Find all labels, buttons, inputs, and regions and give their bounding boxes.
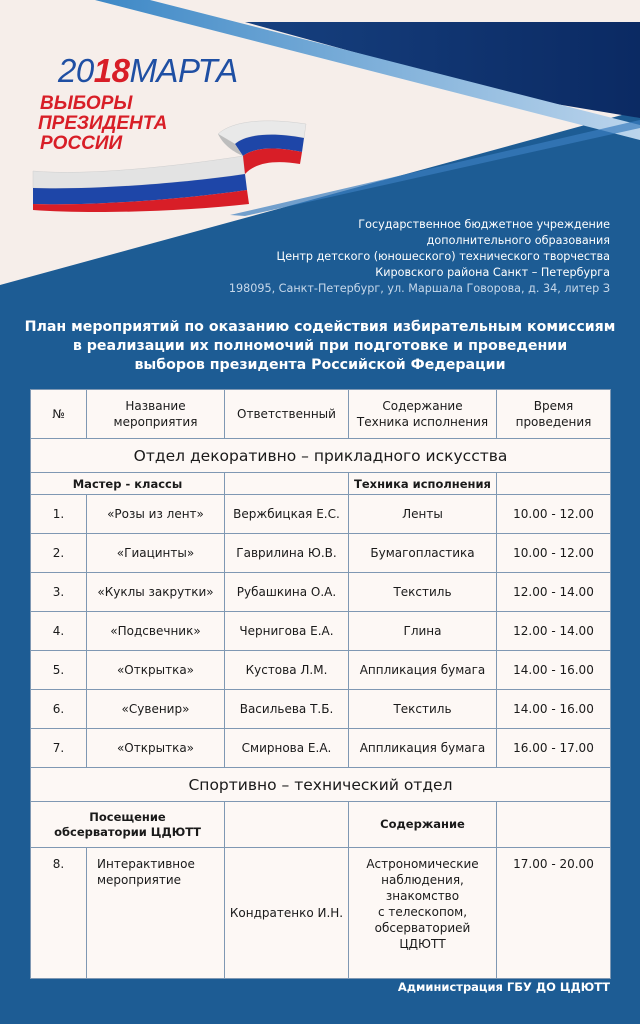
- election-line-2: ПРЕЗИДЕНТА: [38, 113, 168, 134]
- row-time: 17.00 - 20.00: [497, 848, 611, 979]
- row-name: «Подсвечник»: [87, 612, 225, 651]
- row-time: 12.00 - 14.00: [497, 612, 611, 651]
- section-row: [31, 768, 611, 802]
- plan-title-line-2: в реализации их полномочий при подготовке и проведении: [72, 338, 568, 354]
- header-content: Содержание Техника исполнения: [349, 390, 497, 439]
- row-name: «Розы из лент»: [87, 495, 225, 534]
- section2-title: Спортивно – технический отдел: [31, 768, 611, 802]
- row-num: 3.: [31, 573, 87, 612]
- row-responsible: Рубашкина О.А.: [225, 573, 349, 612]
- plan-title-line-3: выборов президента Российской Федерации: [134, 357, 506, 373]
- table-row: [31, 690, 611, 729]
- row-content: Астрономические наблюдения, знакомство с телескопом, обсерваторией ЦДЮТТ: [349, 848, 497, 979]
- row-name: «Гиацинты»: [87, 534, 225, 573]
- row-responsible: Гаврилина Ю.В.: [225, 534, 349, 573]
- header-responsible: Ответственный: [225, 390, 349, 439]
- row-num: 8.: [31, 848, 87, 979]
- empty-cell: [225, 473, 349, 495]
- subheader-row: [31, 473, 611, 495]
- events-table: [30, 389, 611, 979]
- empty-cell: [225, 802, 349, 848]
- row-responsible: Вержбицкая Е.С.: [225, 495, 349, 534]
- org-line-3: Центр детского (юношеского) технического творчества: [276, 250, 610, 263]
- table-row: [31, 651, 611, 690]
- row-responsible: Кустова Л.М.: [225, 651, 349, 690]
- section1-sub-left: Мастер - классы: [31, 473, 225, 495]
- row-name: Интерактивное мероприятие: [87, 848, 225, 979]
- row-content: Ленты: [349, 495, 497, 534]
- row-content: Глина: [349, 612, 497, 651]
- org-line-2: дополнительного образования: [426, 234, 610, 247]
- row-num: 7.: [31, 729, 87, 768]
- row-num: 5.: [31, 651, 87, 690]
- empty-cell: [497, 473, 611, 495]
- table-row: [31, 573, 611, 612]
- empty-cell: [497, 802, 611, 848]
- row-num: 2.: [31, 534, 87, 573]
- row-name: «Открытка»: [87, 729, 225, 768]
- row-content: Текстиль: [349, 573, 497, 612]
- row-responsible: Чернигова Е.А.: [225, 612, 349, 651]
- org-line-1: Государственное бюджетное учреждение: [358, 218, 610, 231]
- header-name: Название мероприятия: [87, 390, 225, 439]
- election-date: 2018МАРТА: [58, 52, 238, 89]
- plan-title-line-1: План мероприятий по оказанию содействия избирательным комиссиям: [24, 319, 616, 335]
- section2-sub-right: Содержание: [349, 802, 497, 848]
- row-time: 10.00 - 12.00: [497, 534, 611, 573]
- section-row: [31, 439, 611, 473]
- table-row: [31, 848, 611, 979]
- table-row: [31, 495, 611, 534]
- row-time: 10.00 - 12.00: [497, 495, 611, 534]
- row-time: 16.00 - 17.00: [497, 729, 611, 768]
- table-row: [31, 612, 611, 651]
- table-row: [31, 534, 611, 573]
- footer-administration: Администрация ГБУ ДО ЦДЮТТ: [397, 980, 610, 994]
- row-content: Аппликация бумага: [349, 651, 497, 690]
- section2-sub-left: Посещение обсерватории ЦДЮТТ: [31, 802, 225, 848]
- organization-info: [229, 217, 610, 297]
- row-responsible: Кондратенко И.Н.: [225, 848, 349, 979]
- election-title: [40, 94, 167, 154]
- row-name: «Сувенир»: [87, 690, 225, 729]
- row-time: 12.00 - 14.00: [497, 573, 611, 612]
- row-time: 14.00 - 16.00: [497, 651, 611, 690]
- header-time: Время проведения: [497, 390, 611, 439]
- row-num: 6.: [31, 690, 87, 729]
- section1-title: Отдел декоративно – прикладного искусства: [31, 439, 611, 473]
- section1-sub-right: Техника исполнения: [349, 473, 497, 495]
- row-responsible: Васильева Т.Б.: [225, 690, 349, 729]
- row-content: Бумагопластика: [349, 534, 497, 573]
- row-time: 14.00 - 16.00: [497, 690, 611, 729]
- header-num: №: [31, 390, 87, 439]
- table-header-row: [31, 390, 611, 439]
- plan-title: [0, 318, 640, 375]
- row-name: «Куклы закрутки»: [87, 573, 225, 612]
- table-row: [31, 729, 611, 768]
- org-address: 198095, Санкт-Петербург, ул. Маршала Говорова, д. 34, литер З: [228, 282, 610, 295]
- row-name: «Открытка»: [87, 651, 225, 690]
- row-content: Текстиль: [349, 690, 497, 729]
- subheader-row: [31, 802, 611, 848]
- row-responsible: Смирнова Е.А.: [225, 729, 349, 768]
- election-line-1: ВЫБОРЫ: [40, 93, 133, 114]
- election-line-3: РОССИИ: [40, 133, 123, 154]
- row-num: 1.: [31, 495, 87, 534]
- org-line-4: Кировского района Санкт – Петербурга: [375, 266, 610, 279]
- row-num: 4.: [31, 612, 87, 651]
- row-content: Аппликация бумага: [349, 729, 497, 768]
